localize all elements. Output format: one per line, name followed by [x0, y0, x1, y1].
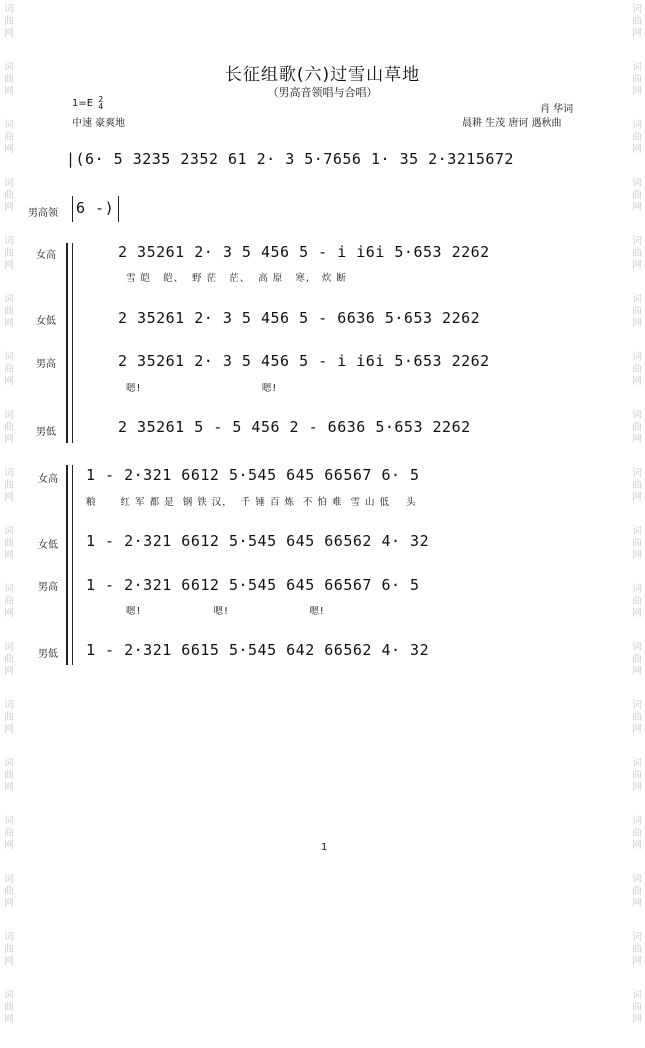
part-label: 男高	[38, 582, 58, 593]
part-lyrics: 粮 红 军 都 是 钢 铁 汉， 千 锤 百 炼 不 怕 难 雪 山 低 头	[86, 497, 417, 508]
watermark-right: 词曲网 词曲网 词曲网 词曲网 词曲网 词曲网 词曲网 词曲网 词曲网 词曲网 词曲网 词曲网 词曲网 词曲网 词曲网 词曲网 词曲网 词曲网	[632, 4, 642, 1025]
part-label: 男低	[36, 427, 56, 438]
time-top: 2	[98, 95, 104, 104]
part-lyrics: 嗯! 嗯!	[126, 383, 278, 394]
time-bottom: 4	[98, 102, 104, 111]
part-notes: 1 - 2·321 6612 5·545 645 66567 6· 5	[86, 576, 420, 594]
part-label: 女低	[36, 316, 56, 327]
intro-notes: |(6· 5 3235 2352 61 2· 3 5·7656 1· 35 2·3215672	[66, 150, 514, 168]
solo-barline-left	[72, 196, 73, 222]
part-notes: 1 - 2·321 6612 5·545 645 66562 4· 32	[86, 532, 430, 550]
solo-label: 男高领	[28, 208, 58, 219]
song-title: 长征组歌(六)过雪山草地	[224, 65, 421, 85]
page-number: 1	[321, 842, 328, 853]
part-notes: 1 - 2·321 6612 5·545 645 66567 6· 5	[86, 466, 420, 484]
system1-barline	[72, 243, 73, 443]
system1-bracket	[66, 243, 68, 443]
part-notes: 2 35261 2· 3 5 456 5 - 6636 5·653 2262	[118, 309, 481, 327]
solo-barline-right	[118, 196, 119, 222]
part-notes: 2 35261 2· 3 5 456 5 - i i6i 5·653 2262	[118, 243, 490, 261]
system2-bracket	[66, 465, 68, 665]
part-notes: 1 - 2·321 6615 5·545 642 66562 4· 32	[86, 641, 430, 659]
key-signature: 1=E 2 4	[72, 95, 104, 111]
part-label: 女高	[36, 250, 56, 261]
part-notes: 2 35261 2· 3 5 456 5 - i i6i 5·653 2262	[118, 352, 490, 370]
song-subtitle: （男高音领唱与合唱）	[267, 86, 378, 99]
tempo-marking: 中速 豪爽地	[72, 118, 126, 129]
part-label: 女高	[38, 474, 58, 485]
composer-credit: 晨耕 生茂 唐诃 遇秋曲	[462, 118, 562, 129]
part-label: 女低	[38, 540, 58, 551]
part-lyrics: 雪 皑 皑、 野 茫 茫、 高 原 寒, 炊 断	[126, 273, 347, 284]
part-lyrics: 嗯! 嗯! 嗯!	[126, 606, 325, 617]
system2-barline	[72, 465, 73, 665]
part-label: 男高	[36, 359, 56, 370]
lyricist-credit: 肖 华词	[540, 104, 574, 115]
part-notes: 2 35261 5 - 5 456 2 - 6636 5·653 2262	[118, 418, 471, 436]
part-label: 男低	[38, 649, 58, 660]
solo-notes: 6 -)	[76, 199, 115, 217]
watermark-left: 词曲网 词曲网 词曲网 词曲网 词曲网 词曲网 词曲网 词曲网 词曲网 词曲网 词曲网 词曲网 词曲网 词曲网 词曲网 词曲网 词曲网 词曲网	[4, 4, 14, 1025]
